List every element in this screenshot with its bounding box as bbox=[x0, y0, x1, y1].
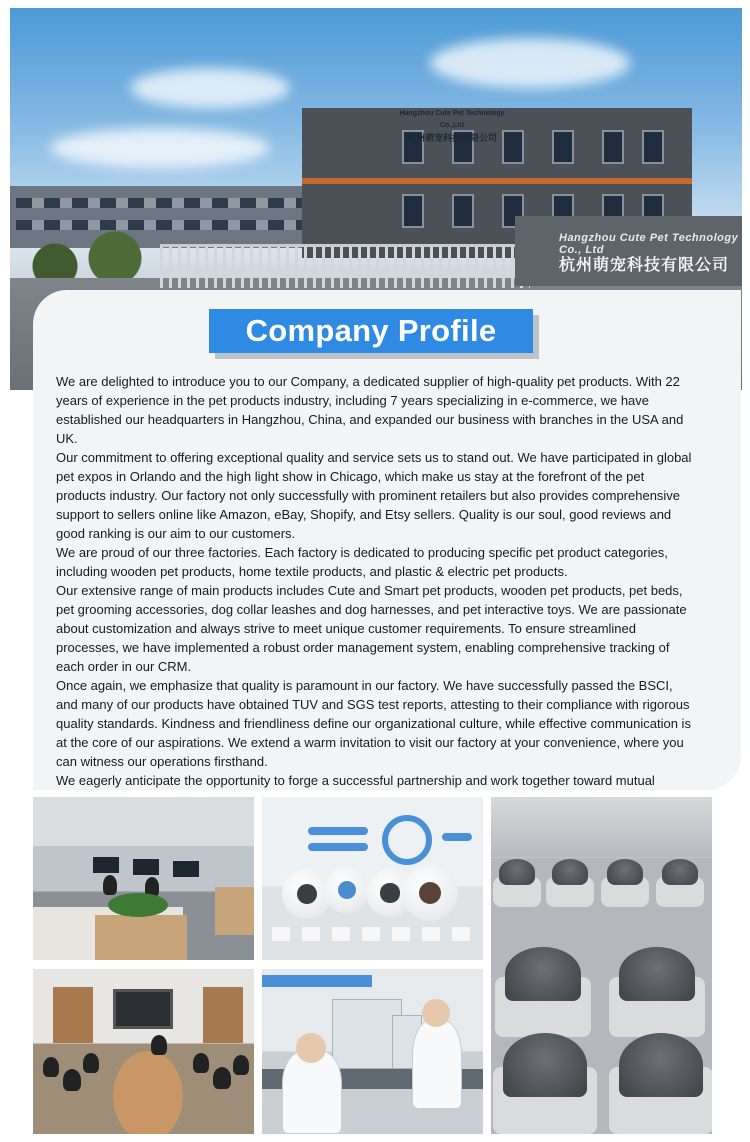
building-sign: Hangzhou Cute Pet Technology Co.,Ltd 杭州萌宠科技有限公司 bbox=[399, 110, 505, 143]
entrance-sign-cn: 杭州萌宠科技有限公司 bbox=[559, 257, 730, 274]
cloud bbox=[50, 128, 270, 168]
profile-paragraph: We eagerly anticipate the opportunity to forge a successful partnership and work together toward mutual bbox=[56, 773, 655, 788]
entrance-sign-wall bbox=[515, 216, 742, 286]
profile-paragraph: We are proud of our three factories. Each factory is dedicated to producing specific pet product categories, including wooden pet products, home textile products, and plastic & electric pet products. bbox=[56, 545, 668, 579]
team-meeting-photo bbox=[33, 969, 254, 1134]
factory-production-photo bbox=[491, 797, 712, 1134]
quality-lab-photo bbox=[262, 969, 483, 1134]
sliding-gate bbox=[160, 244, 530, 288]
profile-paragraph: Our extensive range of main products includes Cute and Smart pet products, wooden pet products, pet beds, pet grooming accessories, dog collar leashes and dog harnesses, and pet interactive toys. We are passionate about customization and always strive to meet unique customer requirements. To ensure streamlined processes, we have implemented a robust order management system, enabling comprehensive tracking of each order in our CRM. bbox=[56, 583, 687, 674]
profile-paragraph: Our commitment to offering exceptional quality and service sets us to stand out. We have participated in global pet expos in Orlando and the high light show in Chicago, which make us stay at the forefront of the pet products industry. Our factory not only successfully with prominent retailers but also provides comprehensive support to sellers online like Amazon, eBay, Shopify, and Etsy sellers. Quality is our soul, good reviews and good ranking is our aim to our customers. bbox=[56, 450, 692, 541]
page-title: Company Profile bbox=[209, 309, 533, 353]
cloud bbox=[130, 68, 290, 108]
cloud bbox=[430, 38, 630, 88]
products-display-photo bbox=[262, 797, 483, 960]
office-photo bbox=[33, 797, 254, 960]
profile-paragraph: Once again, we emphasize that quality is paramount in our factory. We have successfully passed the BSCI, and many of our products have obtained TUV and SGS test reports, attesting to their compliance with rigorous quality standards. Kindness and friendliness define our organizational culture, while effective communication is at the core of our aspirations. We extend a warm invitation to visit our factory at your convenience, where you can witness our operations firsthand. bbox=[56, 678, 691, 769]
entrance-sign-en: Hangzhou Cute Pet Technology Co., Ltd bbox=[559, 232, 739, 256]
profile-text bbox=[56, 372, 696, 809]
profile-paragraph: We are delighted to introduce you to our Company, a dedicated supplier of high-quality pet products. With 22 years of experience in the pet products industry, including 7 years specializing in e-commerce, we have established our headquarters in Hangzhou, China, and expanded our business with branches in the USA and UK. bbox=[56, 374, 684, 446]
title-banner bbox=[209, 309, 539, 355]
